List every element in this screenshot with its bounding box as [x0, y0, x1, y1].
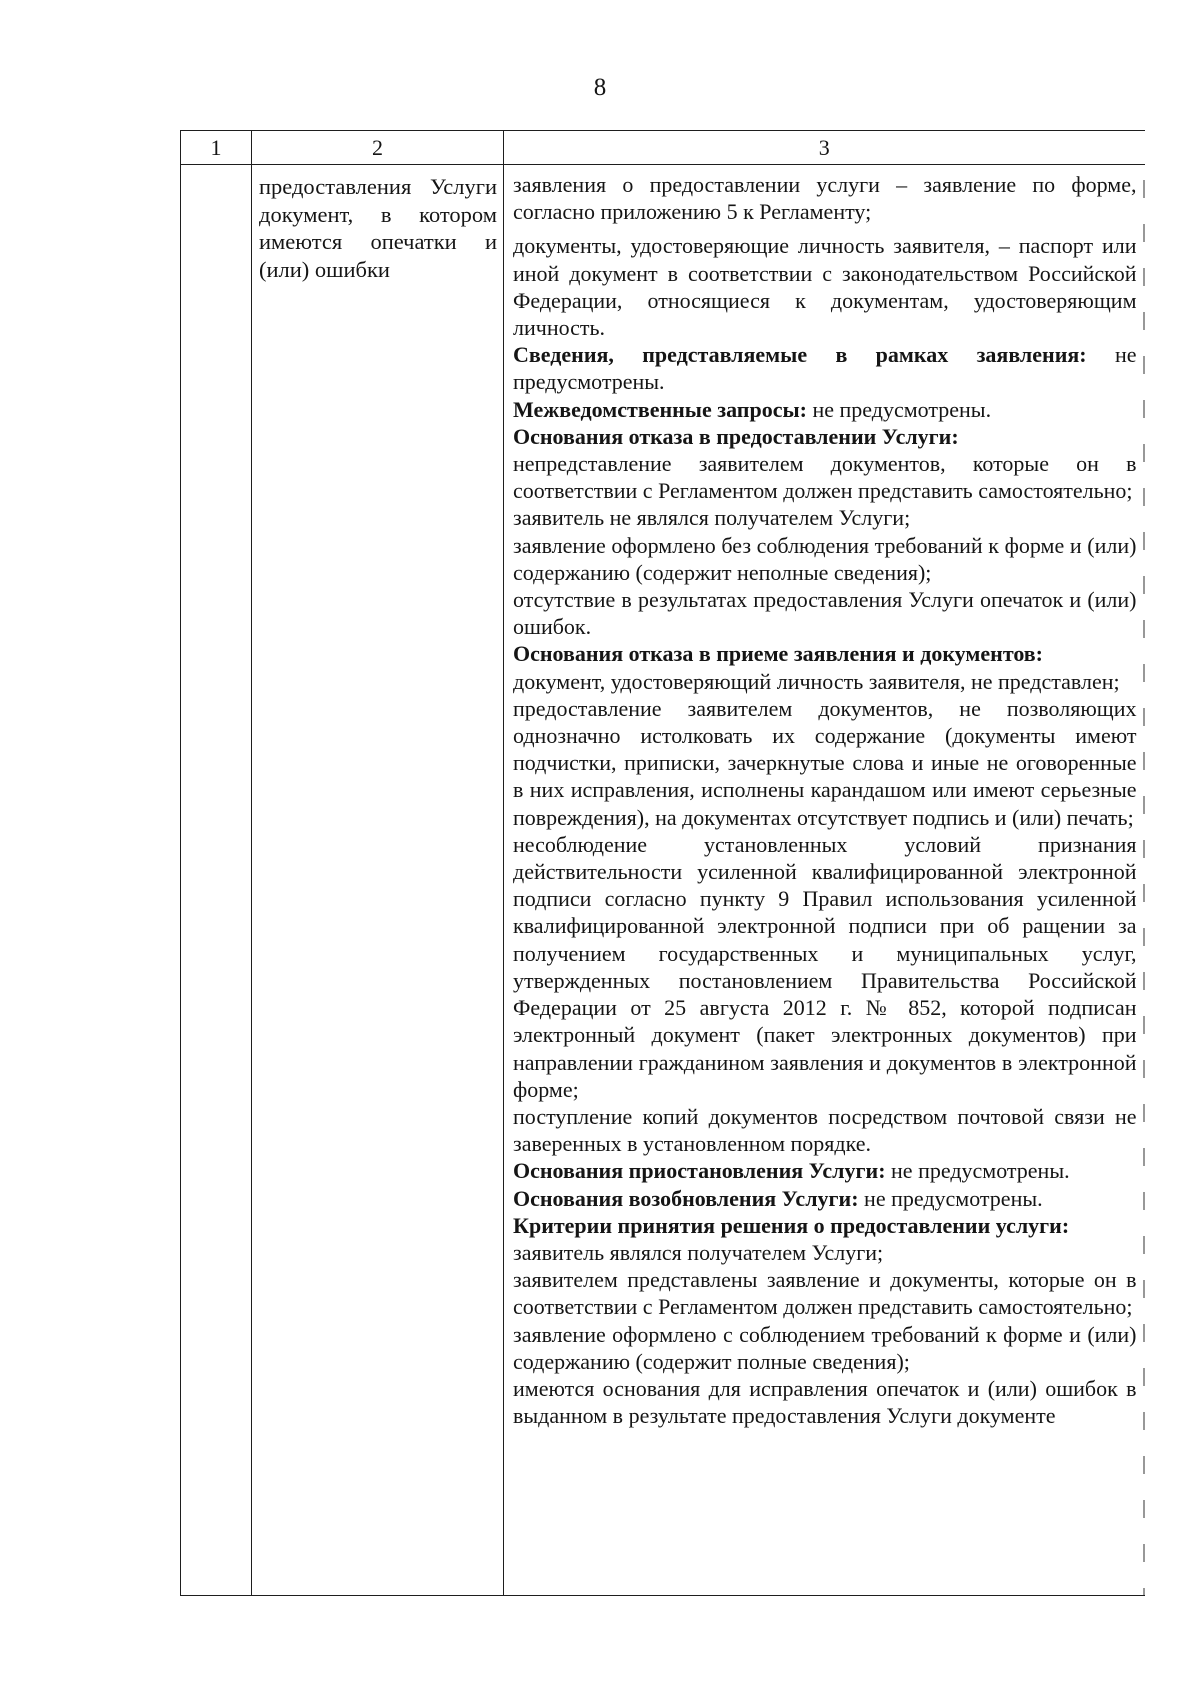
condition-paragraph [513, 504, 1137, 531]
condition-label: Межведомственные запросы: [513, 396, 807, 422]
condition-paragraph [513, 831, 1137, 1103]
condition-paragraph [513, 423, 1137, 450]
condition-text: не предусмотрены. [885, 1158, 1070, 1184]
condition-paragraph [513, 232, 1137, 341]
condition-label: Основания отказа в предоставлении Услуги: [513, 423, 959, 449]
condition-label: Сведения, представляемые в рамках заявления: [513, 342, 1087, 368]
condition-paragraph [513, 450, 1137, 504]
condition-paragraph [513, 1212, 1137, 1239]
conditions-list [504, 165, 1145, 1429]
condition-text: непредставление заявителем документов, которые он в соответствии с Регламентом должен представить самостоятельно; [513, 451, 1137, 504]
condition-text: документ, удостоверяющий личность заявителя, не представлен; [513, 668, 1120, 694]
condition-label: Критерии принятия решения о предоставлении услуги: [513, 1212, 1070, 1238]
table-row [181, 165, 1145, 1596]
condition-text: заявление оформлено с соблюдением требований к форме и (или) содержанию (содержит полные сведения); [513, 1321, 1137, 1374]
condition-text: предоставление заявителем документов, не позволяющих однозначно истолковать их содержание (документы имеют подчистки, приписки, зачеркнутые слова и иные не оговоренные в них исправления, исполнены карандашом или имеют серьезные повреждения), на документах отсутствует подпись и (или) печать; [513, 695, 1137, 830]
table-header-row [181, 131, 1145, 165]
condition-text: заявителем представлены заявление и документы, которые он в соответствии с Регламентом должен представить самостоятельно; [513, 1267, 1137, 1320]
condition-text: отсутствие в результатах предоставления Услуги опечаток и (или) ошибок. [513, 587, 1137, 640]
condition-label: Основания приостановления Услуги: [513, 1158, 886, 1184]
condition-text: не предусмотрены. [806, 396, 992, 422]
header-col-2: 2 [252, 131, 504, 165]
condition-paragraph [513, 171, 1137, 225]
condition-text: не предусмотрены. [858, 1185, 1043, 1211]
condition-text: поступление копий документов посредством почтовой связи не заверенных в установленном порядке. [513, 1103, 1137, 1157]
document-title-text: предоставления Услуги документ, в котором имеются опечатки и (или) ошибки [259, 174, 497, 282]
cell-col-1 [181, 165, 252, 1596]
condition-paragraph [513, 640, 1137, 667]
requirements-table [180, 130, 1145, 1596]
condition-label: Основания отказа в приеме заявления и документов: [513, 641, 1043, 667]
condition-paragraph [513, 668, 1137, 695]
condition-paragraph [513, 1239, 1137, 1266]
header-col-1: 1 [181, 131, 252, 165]
condition-paragraph [513, 1266, 1137, 1320]
condition-paragraph [513, 532, 1137, 586]
condition-paragraph [513, 1375, 1137, 1429]
condition-text: заявитель являлся получателем Услуги; [513, 1239, 884, 1265]
condition-paragraph [513, 695, 1137, 831]
condition-paragraph [513, 1185, 1137, 1212]
condition-paragraph [513, 341, 1137, 395]
cell-col-2 [252, 165, 504, 1596]
condition-paragraph [513, 586, 1137, 640]
header-col-3: 3 [504, 131, 1145, 165]
condition-paragraph [513, 1103, 1137, 1157]
condition-text: заявитель не являлся получателем Услуги; [513, 505, 911, 531]
condition-text: заявления о предоставлении услуги – заявление по форме, согласно приложению 5 к Регламенту; [513, 172, 1137, 225]
condition-paragraph [513, 1157, 1137, 1184]
condition-text: заявление оформлено без соблюдения требований к форме и (или) содержанию (содержит неполные сведения); [513, 532, 1137, 585]
condition-label: Основания возобновления Услуги: [513, 1185, 859, 1211]
condition-text: имеются основания для исправления опечаток и (или) ошибок в выданном в результате предоставления Услуги документе [513, 1375, 1137, 1429]
cell-col-3 [504, 165, 1145, 1596]
condition-text: не предусмотрены. [513, 342, 1137, 395]
page-number: 8 [593, 74, 607, 101]
condition-text: несоблюдение установленных условий признания действительности усиленной квалифицированной электронной подписи согласно пункту 9 Правил использования усиленной квалифицированной электронной подписи при об ращении за получением государственных и муниципальных услуг, утвержденных постановлением Правительства Российской Федерации от 25 августа 2012 г. № 852, которой подписан электронный документ (пакет электронных документов) при направлении гражданином заявления и документов в электронной форме; [513, 831, 1137, 1102]
condition-paragraph [513, 396, 1137, 423]
scan-edge-artifact [1143, 180, 1145, 1595]
condition-paragraph [513, 1321, 1137, 1375]
condition-text: документы, удостоверяющие личность заявителя, – паспорт или иной документ в соответствии с законодательством Российской Федерации, относящиеся к документам, удостоверяющим личность. [513, 233, 1137, 341]
